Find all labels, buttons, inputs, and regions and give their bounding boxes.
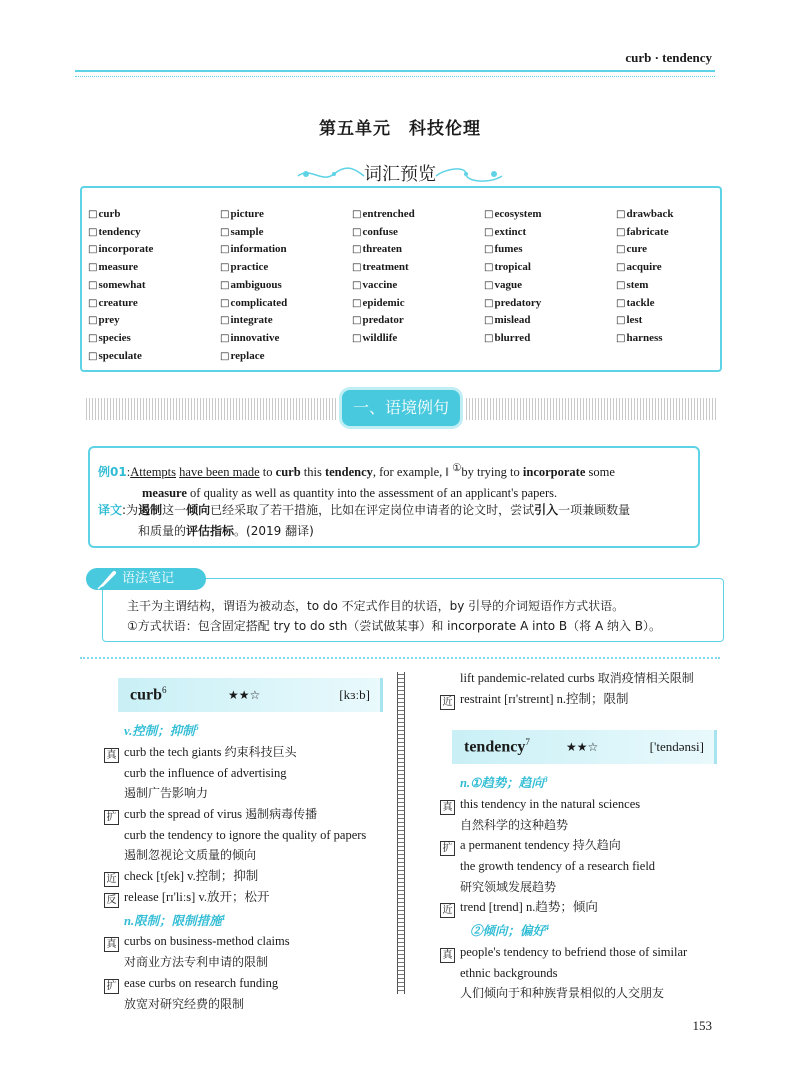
entry-tendency — [440, 770, 730, 1004]
text-run: by trying to — [461, 465, 523, 480]
column-divider — [397, 672, 405, 994]
sense-text: v.控制；抑制 — [124, 724, 195, 739]
vocab-column-1 — [88, 206, 153, 365]
keyword: 遏制 — [138, 503, 163, 517]
part-of-speech — [470, 924, 549, 938]
example-cn: 研究领域发展趋势 — [460, 879, 557, 894]
example-cn: 遏制广告影响力 — [124, 786, 209, 801]
real-exam-tag: 真 — [440, 800, 455, 815]
vocab-item[interactable]: □ innovative — [220, 330, 287, 348]
extension-tag: 扩 — [440, 841, 455, 856]
sense-sup: 3 — [543, 775, 548, 784]
frequency-sup: 6 — [162, 685, 167, 695]
example-en: this tendency in the natural sciences — [460, 796, 641, 811]
vocab-item[interactable]: □ predator — [352, 312, 415, 330]
vocab-item[interactable]: □ prey — [88, 312, 153, 330]
sense-sup: 4 — [545, 923, 550, 933]
star-rating: ★★☆ — [228, 688, 261, 702]
unit-title: 第五单元 科技伦理 — [319, 119, 481, 139]
keyword: curb — [275, 465, 301, 480]
antonym-tag: 反 — [104, 893, 119, 908]
vocab-item[interactable]: □ creature — [88, 295, 153, 313]
vocab-item[interactable]: □ threaten — [352, 241, 415, 259]
headword-text: tendency — [464, 738, 526, 756]
entry-curb-continued — [440, 668, 730, 710]
vocab-item[interactable]: □ integrate — [220, 312, 287, 330]
phonetic: [kɜːb] — [339, 687, 370, 702]
vocab-item[interactable]: □ measure — [88, 259, 153, 277]
word-header-curb — [118, 678, 383, 712]
headword-text: curb — [130, 686, 162, 704]
example-en: curb the spread of virus — [124, 806, 246, 821]
vocab-item[interactable]: □ replace — [220, 348, 287, 366]
vocab-item[interactable]: □ complicated — [220, 295, 287, 313]
headword — [464, 737, 530, 756]
vocab-item[interactable]: □ predatory — [484, 295, 542, 313]
vocab-item[interactable]: □ practice — [220, 259, 287, 277]
example-en: ease curbs on research funding — [124, 975, 279, 990]
vocab-item[interactable]: □ tackle — [616, 295, 674, 313]
example-en: curbs on business-method claims — [124, 934, 290, 949]
vocab-item[interactable]: □ vague — [484, 277, 542, 295]
sense-text: n.限制；限制措施 — [124, 913, 222, 928]
keyword: tendency — [324, 465, 373, 480]
quill-pen-icon — [96, 568, 118, 590]
example-en: ethnic backgrounds — [460, 965, 558, 980]
text-run: 一项兼顾数量 — [558, 503, 631, 517]
extension-tag: 扩 — [104, 810, 119, 825]
example-en: a permanent tendency — [460, 838, 573, 853]
vocab-preview-box — [80, 186, 722, 372]
sense-sup: 5 — [194, 723, 199, 732]
word-header-tendency — [452, 730, 717, 764]
running-head: curb · tendency — [625, 50, 712, 65]
star-rating: ★★☆ — [566, 740, 599, 754]
vocab-item[interactable]: □ ecosystem — [484, 206, 542, 224]
header-rule — [75, 70, 715, 77]
vocab-item[interactable]: □ curb — [88, 206, 153, 224]
synonym-text: trend [trend] n.趋势；倾向 — [460, 900, 598, 915]
headword — [130, 685, 167, 704]
vocab-item[interactable]: □ picture — [220, 206, 287, 224]
example-cn: 约束科技巨头 — [224, 744, 297, 759]
part-of-speech — [124, 724, 199, 738]
example-label: 例01 — [98, 465, 127, 480]
keyword: 评估指标 — [186, 524, 235, 538]
vocab-item[interactable]: □ tendency — [88, 224, 153, 242]
vocab-item[interactable]: □ acquire — [616, 259, 674, 277]
synonym-text: check [tʃek] v.控制；抑制 — [124, 868, 259, 883]
synonym-tag: 近 — [104, 872, 119, 887]
section-banner: 一、语境例句 — [342, 390, 460, 426]
vocab-item[interactable]: □ drawback — [616, 206, 674, 224]
keyword: measure — [142, 486, 187, 501]
example-cn: 取消疫情相关限制 — [597, 671, 694, 685]
vocab-item[interactable]: □ ambiguous — [220, 277, 287, 295]
example-sentence-box — [88, 446, 700, 548]
vocab-item[interactable]: □ confuse — [352, 224, 415, 242]
example-cn: 人们倾向于和种族背景相似的人交朋友 — [460, 986, 665, 1001]
example-english: 例01:Attempts have been made to curb this tendency, for example, ‖ ①by trying to incorporate some measure of quality as well as quantity into the assessment of an applicant's papers. — [98, 463, 615, 501]
vocab-item[interactable]: □ species — [88, 330, 153, 348]
vocab-item[interactable]: □ lest — [616, 312, 674, 330]
vocab-item[interactable]: □ somewhat — [88, 277, 153, 295]
example-en: lift pandemic-related curbs — [460, 671, 598, 685]
vocab-item[interactable]: □ information — [220, 241, 287, 259]
banner-stripes-left — [86, 398, 336, 420]
example-en: curb the tech giants — [124, 744, 225, 759]
vocab-item[interactable]: □ vaccine — [352, 277, 415, 295]
antonym-text: release [rɪ'liːs] v.放开；松开 — [124, 889, 270, 904]
translation-label: 译文 — [98, 503, 123, 517]
text-run: to — [259, 465, 276, 480]
grammar-line-1: 主干为主谓结构，谓语为被动态，to do 不定式作目的状语，by 引导的介词短语作方式状语。 — [127, 599, 625, 613]
vocab-item[interactable]: □ mislead — [484, 312, 542, 330]
extension-tag: 扩 — [104, 979, 119, 994]
example-en: curb the tendency to ignore the quality of papers — [124, 827, 367, 842]
grammar-line-2: ①方式状语：包含固定搭配 try to do sth（尝试做某事）和 incorporate A into B（将 A 纳入 B）。 — [127, 619, 662, 633]
vocab-item[interactable]: □ stem — [616, 277, 674, 295]
vocab-column-5 — [616, 206, 674, 348]
vocab-item[interactable]: □ extinct — [484, 224, 542, 242]
vocab-column-2 — [220, 206, 287, 365]
marker: ① — [452, 463, 462, 474]
grammar-title: 语法笔记 — [122, 571, 175, 586]
text-run: this — [300, 465, 325, 480]
text-run: 。(2019 翻译) — [234, 524, 314, 538]
frequency-sup: 7 — [525, 737, 530, 747]
example-cn: 自然科学的这种趋势 — [460, 817, 569, 832]
vocab-item[interactable]: □ blurred — [484, 330, 542, 348]
text-run: of quality as well as quantity into the assessment of an applicant's papers. — [186, 486, 558, 501]
example-en: the growth tendency of a research field — [460, 859, 656, 874]
example-cn: 遏制忽视论文质量的倾向 — [124, 848, 257, 863]
example-translation: 译文:为遏制这一倾向已经采取了若干措施，比如在评定岗位申请者的论文时，尝试引入一项兼顾数量 和质量的评估指标。(2019 翻译) — [98, 503, 631, 538]
entry-curb — [104, 718, 394, 1014]
vocab-column-4 — [484, 206, 542, 348]
synonym-tag: 近 — [440, 695, 455, 710]
example-cn: 对商业方法专利申请的限制 — [124, 955, 269, 970]
vocab-title: 词汇预览 — [364, 164, 436, 185]
underlined-phrase: have been made — [179, 465, 260, 480]
text-run: 已经采取了若干措施，比如在评定岗位申请者的论文时，尝试 — [210, 503, 535, 517]
sense-sup: 1 — [221, 912, 226, 922]
sense-text: ②倾向；偏好 — [470, 924, 546, 939]
text-run: some — [585, 465, 615, 480]
example-cn: 遏制病毒传播 — [245, 806, 318, 821]
example-cn: 持久趋向 — [572, 838, 621, 853]
synonym-tag: 近 — [440, 903, 455, 918]
vocab-item[interactable]: □ entrenched — [352, 206, 415, 224]
keyword: 倾向 — [186, 503, 211, 517]
vocab-item[interactable]: □ epidemic — [352, 295, 415, 313]
real-exam-tag: 真 — [104, 937, 119, 952]
banner-stripes-right — [466, 398, 716, 420]
part-of-speech — [124, 914, 226, 928]
vocab-item[interactable]: □ incorporate — [88, 241, 153, 259]
vocab-item[interactable]: □ tropical — [484, 259, 542, 277]
section-separator — [80, 657, 720, 659]
vocab-item[interactable]: □ fabricate — [616, 224, 674, 242]
keyword: 引入 — [534, 503, 559, 517]
vocab-item[interactable]: □ fumes — [484, 241, 542, 259]
phonetic: ['tendənsi] — [649, 739, 704, 754]
real-exam-tag: 真 — [440, 948, 455, 963]
example-en: curb the influence of advertising — [124, 765, 287, 780]
underlined-word: Attempts — [130, 465, 177, 480]
text-run: , for example, ‖ — [372, 465, 453, 480]
keyword: incorporate — [522, 465, 586, 480]
vocab-item[interactable]: □ harness — [616, 330, 674, 348]
vocab-column-3 — [352, 206, 415, 348]
vocab-item[interactable]: □ wildlife — [352, 330, 415, 348]
part-of-speech — [460, 776, 548, 790]
real-exam-tag: 真 — [104, 748, 119, 763]
text-run: 这一 — [162, 503, 187, 517]
vocab-item[interactable]: □ speculate — [88, 348, 153, 366]
sense-text: n.①趋势；趋向 — [460, 776, 544, 791]
synonym-text: restraint [rɪ'streɪnt] n.控制；限制 — [460, 691, 629, 706]
example-cn: 放宽对研究经费的限制 — [124, 996, 245, 1011]
page-number: 153 — [692, 1018, 712, 1033]
example-en: people's tendency to befriend those of similar — [460, 944, 688, 959]
vocab-item[interactable]: □ cure — [616, 241, 674, 259]
vocab-item[interactable]: □ sample — [220, 224, 287, 242]
text-run: 和质量的 — [138, 524, 187, 538]
vocab-item[interactable]: □ treatment — [352, 259, 415, 277]
text-run: 为 — [126, 503, 139, 517]
